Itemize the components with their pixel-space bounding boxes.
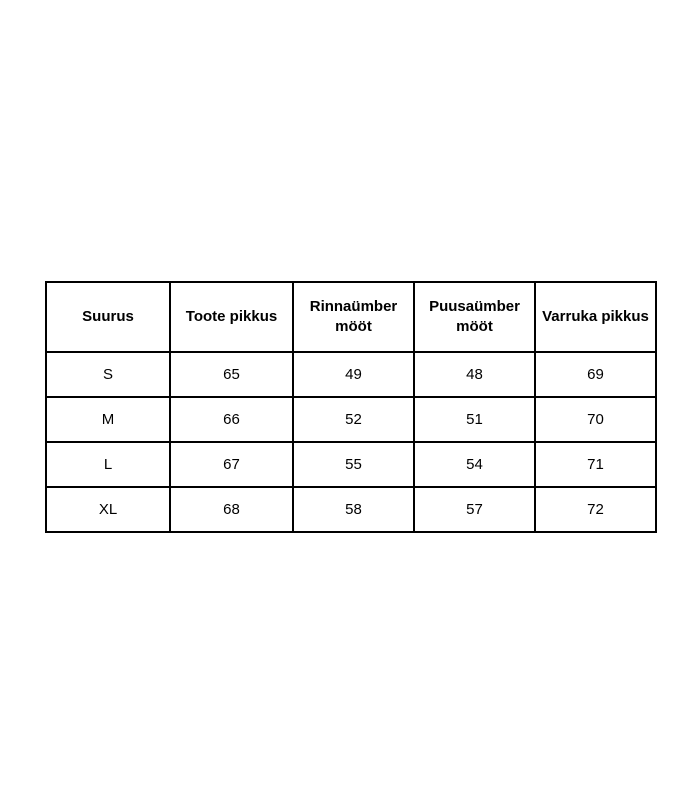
cell-sleeve-length: 71 <box>535 442 656 487</box>
cell-sleeve-length: 69 <box>535 352 656 397</box>
cell-product-length: 66 <box>170 397 293 442</box>
column-header-product-length: Toote pikkus <box>170 282 293 352</box>
table-row <box>46 352 656 397</box>
table-header <box>46 282 656 352</box>
cell-sleeve-length: 72 <box>535 487 656 532</box>
column-header-chest-measure: Rinnaümber mööt <box>293 282 414 352</box>
table-row <box>46 487 656 532</box>
cell-hip-measure: 54 <box>414 442 535 487</box>
cell-chest-measure: 52 <box>293 397 414 442</box>
table-body <box>46 352 656 532</box>
cell-chest-measure: 55 <box>293 442 414 487</box>
cell-product-length: 67 <box>170 442 293 487</box>
cell-hip-measure: 57 <box>414 487 535 532</box>
table-row <box>46 442 656 487</box>
cell-size: S <box>46 352 170 397</box>
size-chart-table <box>45 281 657 533</box>
cell-size: M <box>46 397 170 442</box>
table-header-row <box>46 282 656 352</box>
cell-chest-measure: 58 <box>293 487 414 532</box>
cell-size: L <box>46 442 170 487</box>
size-chart-container <box>45 281 655 533</box>
column-header-hip-measure: Puusaümber mööt <box>414 282 535 352</box>
column-header-size: Suurus <box>46 282 170 352</box>
cell-size: XL <box>46 487 170 532</box>
table-row <box>46 397 656 442</box>
cell-hip-measure: 48 <box>414 352 535 397</box>
column-header-sleeve-length: Varruka pikkus <box>535 282 656 352</box>
cell-chest-measure: 49 <box>293 352 414 397</box>
cell-product-length: 68 <box>170 487 293 532</box>
cell-sleeve-length: 70 <box>535 397 656 442</box>
cell-product-length: 65 <box>170 352 293 397</box>
cell-hip-measure: 51 <box>414 397 535 442</box>
